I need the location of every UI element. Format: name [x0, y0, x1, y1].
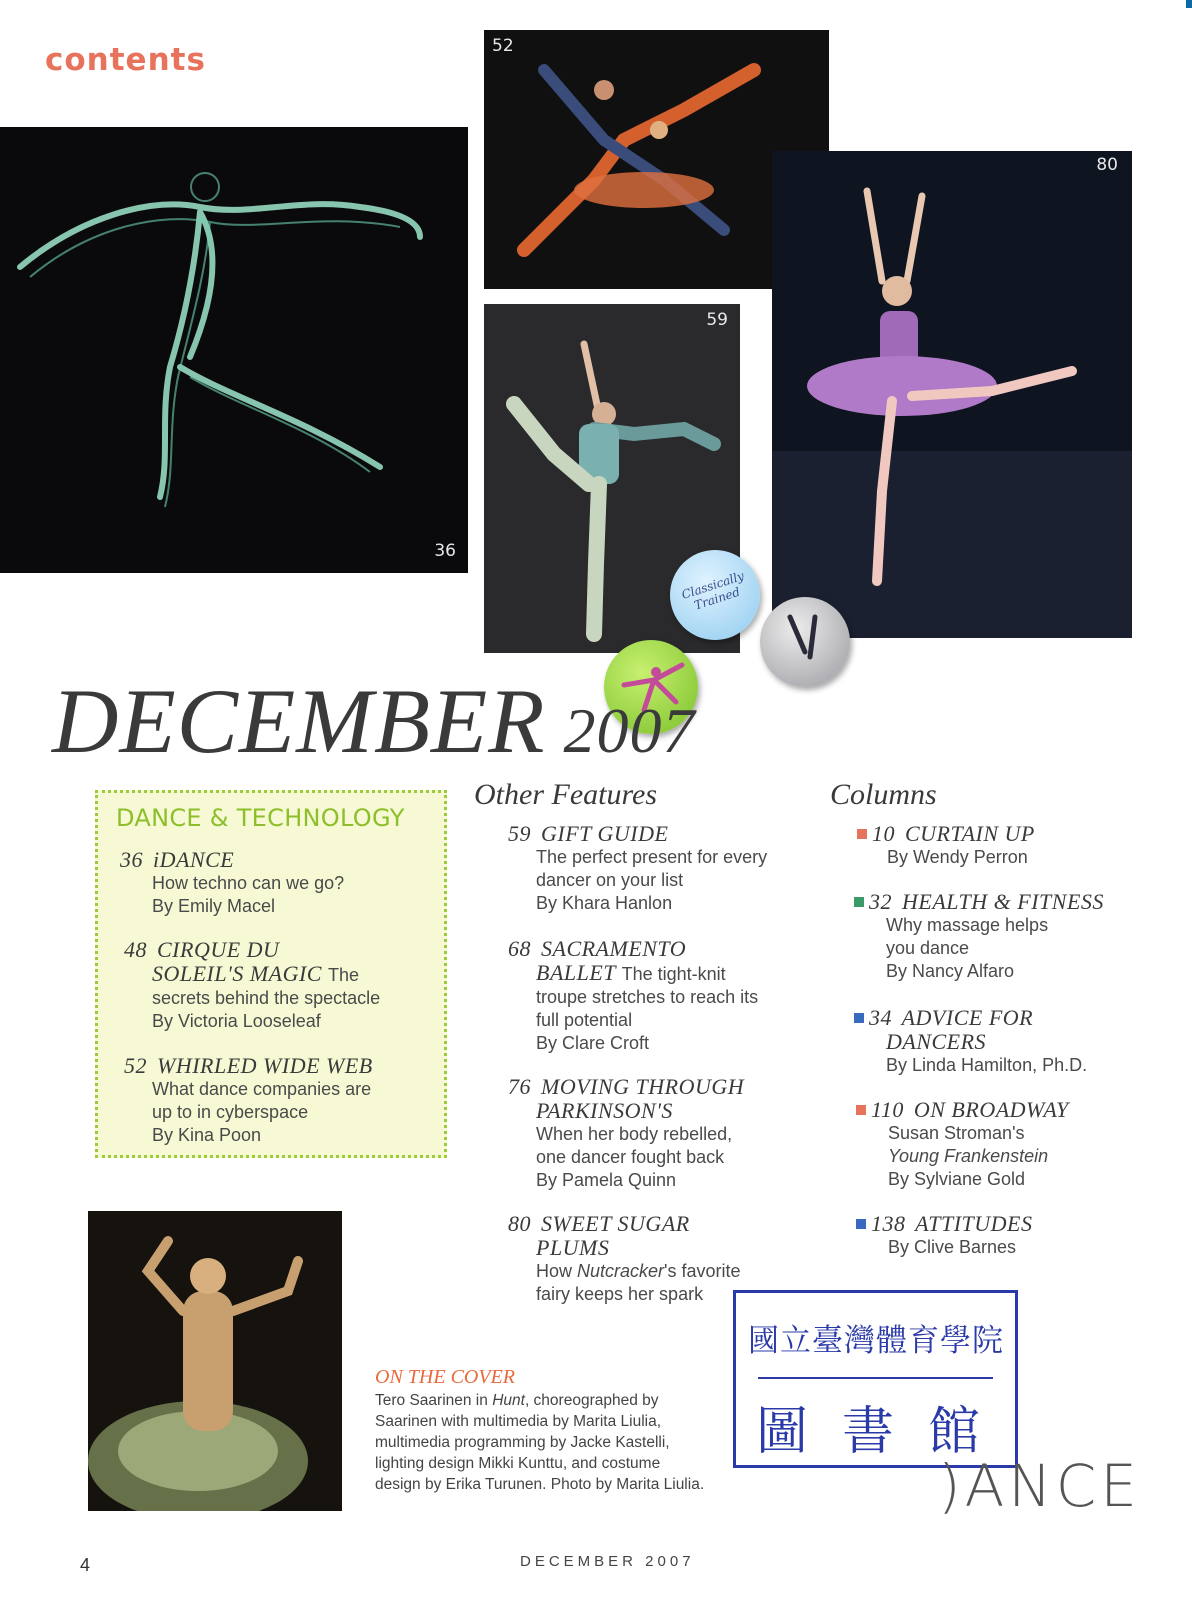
entry-title: HEALTH & FITNESS — [902, 889, 1104, 914]
entry-desc-italic: Young Frankenstein — [888, 1146, 1049, 1166]
entry-desc: The perfect present for every — [536, 847, 768, 867]
entry-desc-lead: The — [327, 965, 360, 985]
entry-desc-text: 's favorite — [664, 1261, 741, 1281]
entry-desc: full potential — [536, 1010, 633, 1030]
entry-desc: Susan Stroman's — [888, 1123, 1025, 1143]
entry-desc: secrets behind the spectacle — [152, 988, 381, 1008]
entry-title: WHIRLED WIDE WEB — [157, 1053, 373, 1078]
section-label: contents — [45, 42, 206, 78]
entry-desc: fairy keeps her spark — [536, 1284, 704, 1304]
entry-byline: By Sylviane Gold — [888, 1169, 1026, 1189]
cover-credits — [375, 1390, 705, 1495]
entry-desc-italic: Nutcracker — [577, 1261, 665, 1281]
toc-entry-health-fitness[interactable] — [854, 890, 1174, 983]
cover-credits-italic: Hunt — [492, 1392, 525, 1409]
entry-page: 34 — [869, 1005, 892, 1030]
color-marker — [856, 1105, 866, 1115]
entry-page: 32 — [869, 889, 892, 914]
entry-page: 59 — [508, 821, 531, 846]
entry-page: 76 — [508, 1074, 531, 1099]
sneaker-badge — [760, 597, 850, 687]
page-number: 4 — [80, 1555, 91, 1575]
entry-page: 10 — [872, 821, 895, 846]
cover-credits-text: Tero Saarinen in — [375, 1392, 493, 1409]
entry-byline: By Wendy Perron — [887, 847, 1028, 867]
entry-byline: By Victoria Looseleaf — [152, 1011, 321, 1031]
entry-desc: troupe stretches to reach its — [536, 987, 759, 1007]
entry-desc: What dance companies are — [152, 1079, 372, 1099]
wireframe-figure-illustration — [0, 127, 468, 573]
entry-title: iDANCE — [153, 847, 235, 872]
entry-page: 48 — [124, 937, 147, 962]
entry-title-line2: PARKINSON'S — [536, 1098, 673, 1123]
library-stamp — [733, 1290, 1018, 1468]
entry-title: CURTAIN UP — [905, 821, 1035, 846]
toc-entry-on-broadway[interactable] — [856, 1098, 1166, 1191]
entry-desc: Why massage helps — [886, 915, 1049, 935]
entry-desc: you dance — [886, 938, 970, 958]
other-features-heading: Other Features — [474, 778, 658, 811]
edge-mark — [1186, 0, 1192, 8]
entry-title-line1: SWEET SUGAR — [541, 1211, 690, 1236]
toc-entry-attitudes[interactable] — [856, 1212, 1166, 1259]
toc-entry-sacramento-ballet[interactable] — [508, 937, 808, 1055]
entry-title-line1: SACRAMENTO — [541, 936, 687, 961]
entry-desc: one dancer fought back — [536, 1147, 725, 1167]
entry-title-line2: SOLEIL'S MAGIC — [152, 961, 322, 986]
toc-entry-parkinsons[interactable] — [508, 1075, 808, 1192]
entry-byline: By Khara Hanlon — [536, 893, 673, 913]
entry-byline: By Pamela Quinn — [536, 1170, 677, 1190]
entry-desc: When her body rebelled, — [536, 1124, 733, 1144]
entry-title-line2: BALLET — [536, 960, 616, 985]
stamp-institution: 國立臺灣體育學院 — [748, 1323, 1004, 1359]
entry-title-line2: DANCERS — [886, 1029, 987, 1054]
toc-entry-gift-guide[interactable] — [508, 822, 808, 915]
color-marker — [857, 829, 867, 839]
entry-page: 36 — [120, 847, 143, 872]
entry-title: ON BROADWAY — [913, 1097, 1069, 1122]
entry-page: 80 — [508, 1211, 531, 1236]
leg-warmers-icon — [760, 597, 850, 687]
color-marker — [854, 1013, 864, 1023]
entry-byline: By Kina Poon — [152, 1125, 262, 1145]
entry-desc — [536, 1260, 808, 1283]
page-number-52: 52 — [492, 36, 514, 56]
toc-entry-advice-for-dancers[interactable] — [854, 1006, 1174, 1077]
color-marker — [856, 1219, 866, 1229]
toc-entry-cirque[interactable] — [124, 938, 434, 1033]
page-number-59: 59 — [706, 310, 728, 330]
entry-page: 110 — [871, 1097, 904, 1122]
photo-idance — [0, 127, 468, 573]
photo-sugar-plum — [772, 151, 1132, 638]
toc-entry-whirled-wide-web[interactable] — [124, 1054, 444, 1147]
badge-text: Classically Trained — [679, 568, 746, 613]
columns-heading: Columns — [830, 778, 937, 811]
ballerina-illustration — [772, 151, 1132, 638]
entry-title-line1: MOVING THROUGH — [541, 1074, 745, 1099]
entry-title-line2: PLUMS — [536, 1235, 610, 1260]
classically-trained-badge — [670, 550, 760, 640]
costumed-dancer-illustration — [88, 1211, 342, 1511]
entry-desc: up to in cyberspace — [152, 1102, 309, 1122]
entry-desc-lead: The tight-knit — [621, 964, 726, 984]
stamp-library: 圖書館 — [756, 1402, 1015, 1462]
issue-title — [52, 668, 695, 774]
page-number-80: 80 — [1096, 155, 1118, 175]
dance-technology-heading: DANCE & TECHNOLOGY — [116, 804, 405, 832]
entry-byline: By Emily Macel — [152, 896, 276, 916]
toc-entry-idance[interactable] — [120, 848, 344, 918]
entry-title-line1: CIRQUE DU — [157, 937, 280, 962]
entry-desc: dancer on your list — [536, 870, 684, 890]
toc-entry-curtain-up[interactable] — [857, 822, 1157, 869]
stamp-divider — [758, 1377, 993, 1379]
entry-byline: By Nancy Alfaro — [886, 961, 1015, 981]
magazine-logo: )ANCE — [938, 1452, 1141, 1520]
entry-byline: By Clare Croft — [536, 1033, 650, 1053]
entry-title-line1: ADVICE FOR — [901, 1005, 1034, 1030]
entry-title: ATTITUDES — [915, 1211, 1033, 1236]
cover-photo — [88, 1211, 342, 1511]
running-footer: DECEMBER 2007 — [520, 1553, 695, 1570]
entry-page: 68 — [508, 936, 531, 961]
color-marker — [854, 897, 864, 907]
cover-credits-text: , choreographed by Saarinen with multimedia by Marita Liulia, multimedia programming by Jacke Kastelli, lighting design Mikki Kunttu, and costume design by Erika Turunen. Photo by Marita Liulia. — [375, 1392, 705, 1493]
entry-title: GIFT GUIDE — [541, 821, 669, 846]
entry-byline: By Linda Hamilton, Ph.D. — [886, 1055, 1088, 1075]
entry-desc: How techno can we go? — [152, 873, 345, 893]
entry-desc-text: How — [536, 1261, 578, 1281]
entry-page: 138 — [871, 1211, 906, 1236]
issue-month: DECEMBER — [52, 670, 546, 772]
issue-year: 2007 — [563, 695, 696, 766]
on-the-cover-heading: ON THE COVER — [375, 1366, 515, 1388]
entry-byline: By Clive Barnes — [888, 1237, 1017, 1257]
entry-page: 52 — [124, 1053, 147, 1078]
page-number-36: 36 — [434, 541, 456, 561]
